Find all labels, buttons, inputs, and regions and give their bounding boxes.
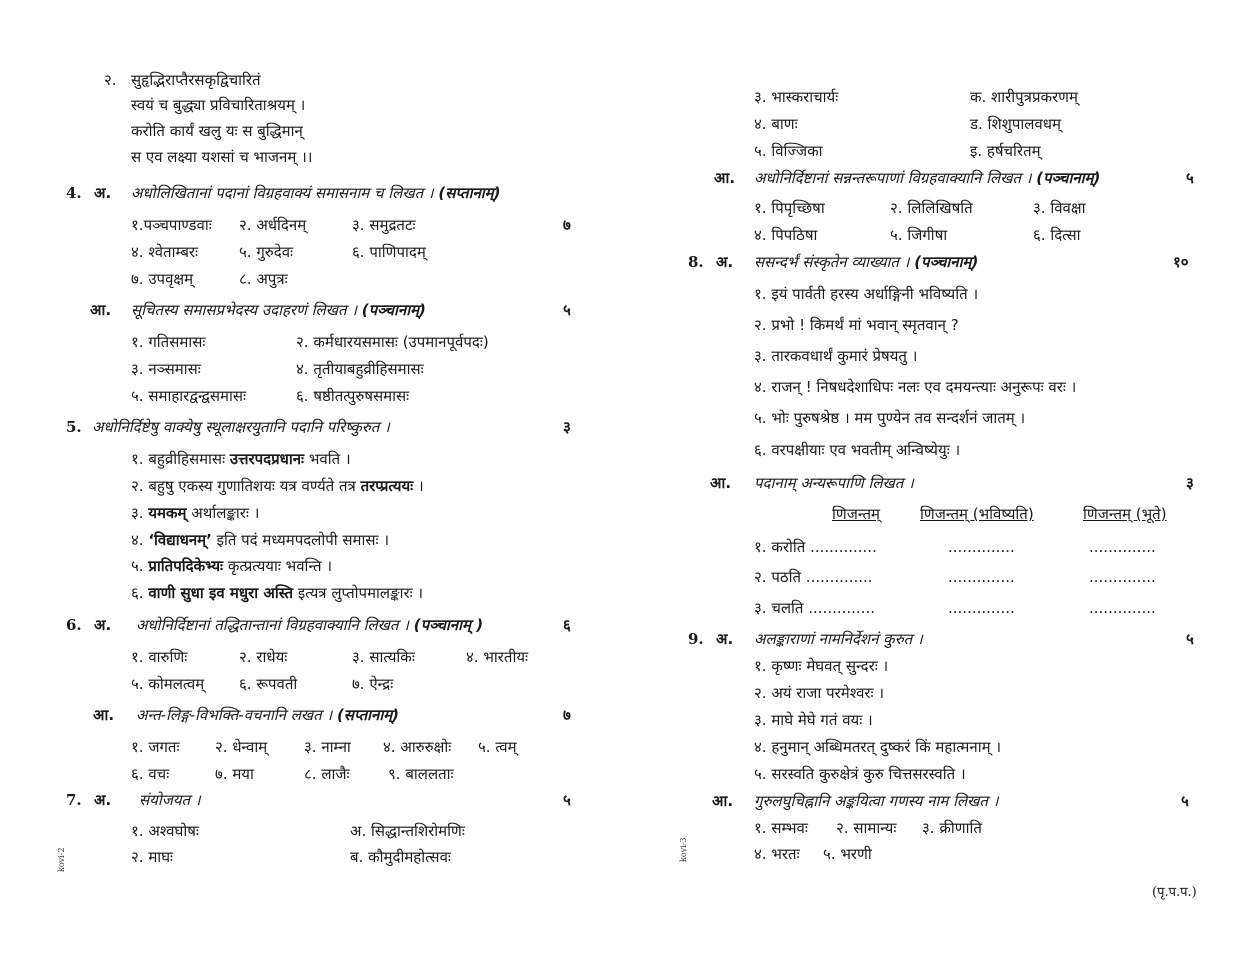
list-item: ४. तृतीयाबहुव्रीहिसमासः — [296, 360, 424, 378]
sentence-item: २. बहुषु एकस्य गुणातिशयः यत्र वर्ण्यते तत्र तरप्प्रत्ययः । — [131, 477, 424, 495]
match-left-item: ४. बाणः — [754, 115, 798, 133]
marks: ७ — [563, 706, 571, 724]
column-header: णिजन्तम् (भूते) — [1083, 505, 1167, 523]
subpart-label: अ. — [94, 616, 112, 634]
list-item: २. धेन्वाम् — [215, 738, 268, 756]
question-instruction: अधोनिर्दिष्टेषु वाक्येषु स्थूलाक्षरयुतानि पदानि परिष्कुरुत । — [92, 418, 390, 436]
column-header: णिजन्तम् (भविष्यति) — [920, 505, 1034, 523]
match-right-item: अ. सिद्धान्तशिरोमणिः — [350, 822, 465, 840]
list-item: ५. भरणी — [823, 845, 872, 863]
question-instruction: अधोनिर्दिष्टानां सन्नन्तरूपाणां विग्रहवाक्यानि लिखत । (पञ्चानाम्) — [754, 169, 1101, 187]
question-instruction: अधोनिर्दिष्टानां तद्धितान्तानां विग्रहवाक्यानि लिखत । (पञ्चानाम् ) — [136, 616, 484, 634]
list-item: ७. मया — [215, 765, 254, 783]
sentence-item: ३. यमकम् अर्थालङ्कारः । — [131, 504, 260, 522]
question-number: 8. — [688, 253, 704, 271]
list-item: ७. ऐन्द्रः — [352, 675, 394, 693]
list-item: ६. दित्सा — [1033, 226, 1081, 244]
sentence-item: ६. वाणी सुधा इव मधुरा अस्ति इत्यत्र लुप्तोपमालङ्कारः । — [131, 584, 424, 602]
list-item: १. जगतः — [131, 738, 180, 756]
table-row: ३. चलति .............. — [754, 599, 876, 617]
question-instruction: सूचितस्य समासप्रभेदस्य उदाहरणं लिखत । (पञ्चानाम्) — [131, 301, 426, 319]
list-item: ६. वचः — [131, 765, 170, 783]
marks: ३ — [1186, 474, 1194, 492]
list-item: १.पञ्चपाण्डवाः — [131, 216, 212, 234]
sentence-item: ३. माघे मेघे गतं वयः । — [754, 711, 873, 729]
marks: ५ — [563, 791, 571, 809]
subpart-label: अ. — [94, 184, 112, 202]
subpart-label: अ. — [94, 791, 112, 809]
sentence-item: १. इयं पार्वती हरस्य अर्धाङ्गिनी भविष्यति । — [754, 285, 979, 303]
list-item: ५. जिगीषा — [890, 226, 948, 244]
sentence-item: ४. हनुमान् अब्धिमतरत् दुष्करं किं महात्मनाम् । — [754, 738, 1002, 756]
list-item: ४. आरुरुक्षोः — [383, 738, 452, 756]
match-right-item: इ. हर्षचरितम् — [970, 142, 1041, 160]
sentence-item: २. प्रभो ! किमर्थं मां भवान् स्मृतवान् ? — [754, 316, 959, 334]
question-instruction: अन्त-लिङ्ग-विभक्ति-वचनानि लखत । (सप्तानाम्) — [136, 706, 400, 724]
question-number: 7. — [66, 791, 82, 809]
marks: ५ — [563, 301, 571, 319]
question-number: 6. — [66, 616, 82, 634]
answer-blank: .............. — [948, 568, 1015, 586]
question-number: 9. — [688, 630, 704, 648]
match-left-item: ३. भास्कराचार्यः — [754, 88, 839, 106]
match-left-item: ५. विज्जिका — [754, 142, 823, 160]
sentence-item: ३. तारकवधार्थं कुमारं प्रेषयतु । — [754, 347, 918, 365]
answer-blank: .............. — [948, 599, 1015, 617]
list-item: १. गतिसमासः — [131, 333, 206, 351]
subpart-label: आ. — [712, 792, 734, 810]
list-item: २. राधेयः — [239, 648, 288, 666]
sentence-item: १. कृष्णः मेघवत् सुन्दरः । — [754, 657, 889, 675]
match-right-item: क. शारीपुत्रप्रकरणम् — [970, 88, 1078, 106]
sentence-item: ५. भोः पुरुषश्रेष्ठ । मम पुण्येन तव सन्दर्शनं जातम् । — [754, 409, 1026, 427]
match-left-item: १. अश्वघोषः — [131, 822, 199, 840]
list-item: ३. नाम्ना — [304, 738, 351, 756]
list-item: १. पिपृच्छिषा — [754, 199, 825, 217]
list-item: ४. श्वेताम्बरः — [131, 243, 199, 261]
list-item: ३. सात्यकिः — [352, 648, 415, 666]
list-item: ६. रूपवती — [239, 675, 298, 693]
question-instruction: संयोजयत । — [139, 791, 201, 809]
marks: ५ — [1181, 792, 1189, 810]
answer-blank: .............. — [1089, 568, 1156, 586]
subpart-label: अ. — [716, 253, 734, 271]
question-instruction: गुरुलघुचिह्नानि अङ्कयित्वा गणस्य नाम लिखत । — [754, 792, 999, 810]
list-item: १. वारुणिः — [131, 648, 188, 666]
sentence-item: २. अयं राजा परमेश्वरः । — [754, 684, 885, 702]
list-item: २. अर्धदिनम् — [239, 216, 307, 234]
sentence-item: ६. वरपक्षीयाः एव भवतीम् अन्विष्येयुः । — [754, 441, 961, 459]
list-item: ५. समाहारद्वन्द्वसमासः — [131, 387, 247, 405]
subpart-label: आ. — [90, 301, 112, 319]
verse-line: स एव लक्ष्या यशसां च भाजनम् ।। — [131, 148, 313, 166]
question-number: 4. — [66, 184, 82, 202]
sentence-item: ४. राजन् ! निषधदेशाधिपः नलः एव दमयन्त्याः अनुरूपः वरः । — [754, 378, 1077, 396]
list-item: ४. भारतीयः — [466, 648, 529, 666]
question-instruction: ससन्दर्भं संस्कृतेन व्याख्यात । (पञ्चानाम्) — [754, 253, 979, 271]
list-item: ८. अपुत्रः — [239, 270, 288, 288]
marks: १० — [1173, 253, 1189, 271]
table-row: १. करोति .............. — [754, 538, 877, 556]
verse-number: २. — [104, 71, 117, 89]
list-item: ५. गुरुदेवः — [239, 243, 294, 261]
marks: ३ — [563, 418, 571, 436]
list-item: १. सम्भवः — [754, 819, 808, 837]
list-item: २. सामान्यः — [836, 819, 897, 837]
list-item: ३. विवक्षा — [1033, 199, 1086, 217]
list-item: २. कर्मधारयसमासः (उपमानपूर्वपदः) — [296, 333, 489, 351]
question-number: 5. — [66, 418, 82, 436]
marks: ५ — [1186, 169, 1194, 187]
page-side-label: kovi-3 — [679, 837, 688, 862]
subpart-label: आ. — [93, 706, 115, 724]
match-right-item: ड. शिशुपालवधम् — [970, 115, 1061, 133]
subpart-label: आ. — [710, 474, 732, 492]
marks: ७ — [563, 216, 571, 234]
list-item: ३. क्रीणाति — [922, 819, 982, 837]
match-left-item: २. माघः — [131, 848, 174, 866]
subpart-label: आ. — [714, 169, 736, 187]
sentence-item: ५. सरस्वति कुरुक्षेत्रं कुरु चित्तसरस्वति । — [754, 765, 966, 783]
marks: ६ — [563, 616, 571, 634]
list-item: ५. त्वम् — [478, 738, 517, 756]
list-item: ५. कोमलत्वम् — [131, 675, 205, 693]
verse-line: स्वयं च बुद्ध्या प्रविचारिताश्रयम् । — [131, 96, 306, 114]
sentence-item: १. बहुव्रीहिसमासः उत्तरपदप्रधानः भवति । — [131, 450, 351, 468]
list-item: ७. उपवृक्षम् — [131, 270, 194, 288]
sentence-item: ४. ‘विद्याधनम्’ इति पदं मध्यमपदलोपी समासः । — [131, 531, 390, 549]
verse-line: सुहृद्भिराप्तैरसकृद्विचारितं — [131, 71, 261, 89]
list-item: ३. नञ्समासः — [131, 360, 201, 378]
match-right-item: ब. कौमुदीमहोत्सवः — [350, 848, 451, 866]
column-header: णिजन्तम् — [832, 505, 881, 523]
list-item: ९. बाललताः — [388, 765, 454, 783]
question-instruction: पदानाम् अन्यरूपाणि लिखत । — [754, 474, 914, 492]
list-item: ८. लाजैः — [304, 765, 350, 783]
page-turn-note: (पृ.प.प.) — [1152, 885, 1197, 900]
table-row: २. पठति .............. — [754, 568, 873, 586]
list-item: ६. पाणिपादम् — [352, 243, 426, 261]
verse-line: करोति कार्यं खलु यः स बुद्धिमान् — [131, 122, 303, 140]
answer-blank: .............. — [948, 538, 1015, 556]
list-item: २. लिलिखिषति — [890, 199, 973, 217]
list-item: ४. पिपठिषा — [754, 226, 818, 244]
list-item: ६. षष्ठीतत्पुरुषसमासः — [296, 387, 410, 405]
question-instruction: अलङ्काराणां नामनिर्देशनं कुरुत । — [754, 630, 923, 648]
list-item: ३. समुद्रतटः — [352, 216, 416, 234]
sentence-item: ५. प्रातिपदिकेभ्यः कृत्प्रत्ययाः भवन्ति । — [131, 557, 333, 575]
marks: ५ — [1186, 630, 1194, 648]
subpart-label: अ. — [716, 630, 734, 648]
page-side-label: kovi-2 — [57, 847, 66, 872]
answer-blank: .............. — [1089, 599, 1156, 617]
answer-blank: .............. — [1089, 538, 1156, 556]
list-item: ४. भरतः — [754, 845, 800, 863]
question-instruction: अधोलिखितानां पदानां विग्रहवाक्यं समासनाम च लिखत । (सप्तानाम्) — [131, 184, 501, 202]
